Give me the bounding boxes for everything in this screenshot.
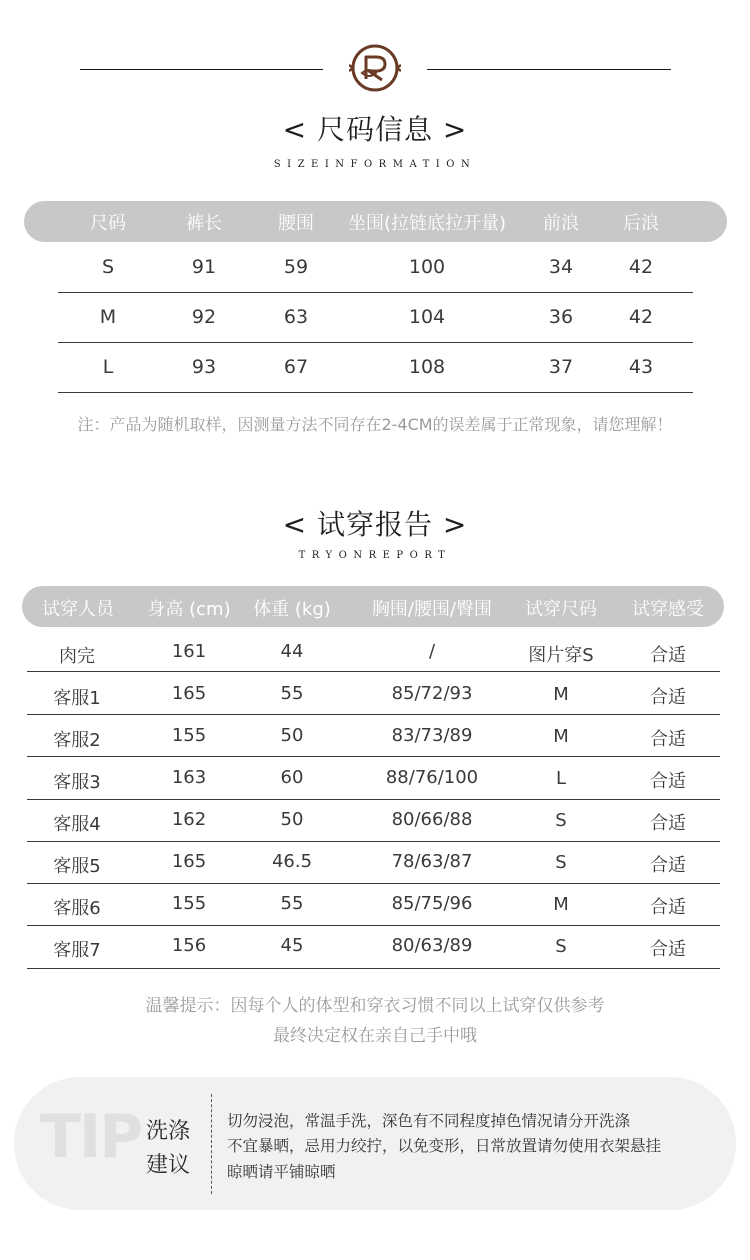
- tryon-header-cell: 胸围/腰围/臀围: [371, 599, 493, 620]
- size-cell: 63: [283, 306, 309, 328]
- tryon-cell: 163: [171, 767, 207, 788]
- tryon-cell: 155: [171, 893, 207, 914]
- tryon-section-title: < 试穿报告 >: [282, 508, 468, 541]
- tryon-cell: 合适: [650, 687, 686, 708]
- tryon-cell: 肉完: [59, 646, 95, 667]
- size-cell: 108: [408, 356, 446, 378]
- tryon-cell: 162: [171, 809, 207, 830]
- tryon-cell: 客服1: [53, 688, 101, 709]
- size-cell: 93: [191, 356, 217, 378]
- tryon-cell: L: [555, 768, 567, 789]
- tryon-row-divider: [27, 799, 720, 800]
- tryon-row-divider: [27, 671, 720, 672]
- tryon-cell: 80/63/89: [391, 935, 473, 956]
- tryon-cell: M: [553, 684, 569, 705]
- size-cell: 104: [408, 306, 446, 328]
- size-cell: 36: [548, 306, 574, 328]
- tryon-cell: 165: [171, 851, 207, 872]
- tryon-cell: 客服5: [53, 856, 101, 877]
- tryon-cell: M: [553, 894, 569, 915]
- tryon-cell: /: [428, 641, 436, 662]
- tip-text-line: 晾晒请平铺晾晒: [227, 1163, 336, 1181]
- tryon-cell: 85/75/96: [391, 893, 473, 914]
- size-row-divider: [58, 392, 693, 393]
- tryon-cell: 图片穿S: [528, 645, 594, 666]
- size-cell: 100: [408, 256, 446, 278]
- tryon-cell: 88/76/100: [385, 767, 479, 788]
- size-cell: 37: [548, 356, 574, 378]
- size-cell: 42: [628, 306, 654, 328]
- size-header-cell: 坐围(拉链底拉开量): [347, 213, 507, 234]
- tryon-cell: 客服4: [53, 814, 101, 835]
- tryon-header-cell: 体重 (kg): [253, 599, 331, 620]
- tip-watermark: TIP: [40, 1102, 142, 1172]
- size-section-title: < 尺码信息 >: [282, 113, 468, 146]
- tryon-cell: M: [553, 726, 569, 747]
- tryon-cell: S: [555, 852, 567, 873]
- tryon-cell: 44: [280, 641, 304, 662]
- tryon-header-cell: 试穿尺码: [525, 599, 597, 620]
- size-cell: 43: [628, 356, 654, 378]
- tryon-cell: 合适: [650, 939, 686, 960]
- tryon-row-divider: [27, 968, 720, 969]
- tryon-note-line2: 最终决定权在亲自己手中哦: [273, 1026, 477, 1046]
- tryon-cell: 客服2: [53, 730, 101, 751]
- tip-divider: [211, 1094, 212, 1194]
- size-cell: 92: [191, 306, 217, 328]
- tryon-cell: 合适: [650, 645, 686, 666]
- size-cell: S: [101, 256, 115, 278]
- size-header-cell: 尺码: [90, 213, 126, 234]
- tryon-row-divider: [27, 925, 720, 926]
- size-cell: M: [99, 306, 117, 328]
- size-header-cell: 前浪: [543, 213, 579, 234]
- tryon-cell: 85/72/93: [391, 683, 473, 704]
- size-header-cell: 裤长: [186, 213, 222, 234]
- tip-label-line2: 建议: [146, 1153, 191, 1178]
- tryon-cell: S: [555, 810, 567, 831]
- tryon-cell: 合适: [650, 813, 686, 834]
- tryon-cell: 165: [171, 683, 207, 704]
- tryon-cell: 83/73/89: [391, 725, 473, 746]
- tryon-cell: 50: [280, 725, 304, 746]
- tryon-cell: 45: [280, 935, 304, 956]
- tryon-cell: 46.5: [271, 851, 313, 872]
- tip-text-line: 切勿浸泡，常温手洗，深色有不同程度掉色情况请分开洗涤: [227, 1112, 631, 1130]
- tryon-cell: 客服3: [53, 772, 101, 793]
- size-cell: L: [102, 356, 114, 378]
- tryon-header-cell: 试穿人员: [42, 599, 114, 620]
- tryon-cell: 156: [171, 935, 207, 956]
- tryon-section-subtitle: TRYONREPORT: [298, 550, 452, 561]
- header-rule-right: [427, 69, 671, 70]
- size-cell: 67: [283, 356, 309, 378]
- tryon-cell: 161: [171, 641, 207, 662]
- header-rule-left: [80, 69, 323, 70]
- size-disclaimer: 注：产品为随机取样，因测量方法不同存在2-4CM的误差属于正常现象，请您理解！: [77, 415, 673, 434]
- tryon-cell: 80/66/88: [391, 809, 473, 830]
- size-row-divider: [58, 292, 693, 293]
- tryon-header-cell: 试穿感受: [632, 599, 704, 620]
- tryon-cell: 50: [280, 809, 304, 830]
- size-cell: 42: [628, 256, 654, 278]
- tryon-row-divider: [27, 756, 720, 757]
- tryon-note-line1: 温馨提示：因每个人的体型和穿衣习惯不同以上试穿仅供参考: [145, 996, 605, 1016]
- tryon-cell: 55: [280, 893, 304, 914]
- tryon-cell: 合适: [650, 729, 686, 750]
- tryon-cell: 78/63/87: [391, 851, 473, 872]
- tryon-cell: S: [555, 936, 567, 957]
- tip-label-line1: 洗涤: [146, 1119, 191, 1144]
- size-cell: 34: [548, 256, 574, 278]
- size-header-cell: 腰围: [278, 213, 314, 234]
- tryon-cell: 60: [280, 767, 304, 788]
- tryon-cell: 合适: [650, 771, 686, 792]
- tryon-row-divider: [27, 714, 720, 715]
- tryon-cell: 155: [171, 725, 207, 746]
- dr-monogram-icon: [349, 43, 401, 93]
- size-section-subtitle: SIZEINFORMATION: [273, 159, 477, 170]
- size-cell: 59: [283, 256, 309, 278]
- size-row-divider: [58, 342, 693, 343]
- tryon-cell: 合适: [650, 855, 686, 876]
- size-cell: 91: [191, 256, 217, 278]
- tryon-cell: 55: [280, 683, 304, 704]
- tryon-row-divider: [27, 841, 720, 842]
- tryon-cell: 合适: [650, 897, 686, 918]
- tip-text-line: 不宜暴晒，忌用力绞拧，以免变形，日常放置请勿使用衣架悬挂: [227, 1137, 662, 1155]
- size-header-cell: 后浪: [623, 213, 659, 234]
- tryon-header-cell: 身高 (cm): [147, 599, 231, 620]
- tryon-row-divider: [27, 883, 720, 884]
- tryon-cell: 客服7: [53, 940, 101, 961]
- tryon-cell: 客服6: [53, 898, 101, 919]
